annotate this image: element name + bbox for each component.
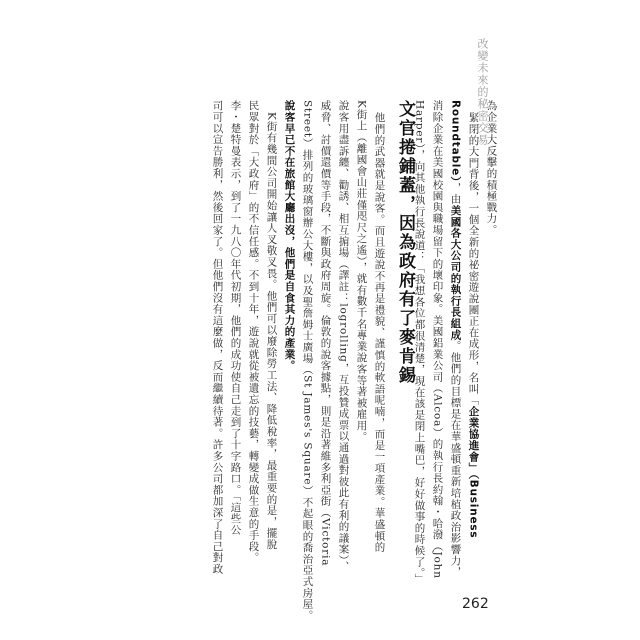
text-column: 威脅、討價還價等手段，不斷與政府周旋。倫敦的說客據點，則是沿著維多利亞街（Victoria <box>319 100 332 567</box>
text-column: 為企業大反擊的積極戰力。 <box>485 100 498 236</box>
text-column <box>284 100 295 371</box>
bold-term: Roundtable） <box>449 100 462 183</box>
page-number: 262 <box>462 596 489 612</box>
text-column: 說客用盡訴纏、勸誘、相互掮場（譯註：logrolling，互投贊成票以通過對彼此有利的議案）、 <box>337 100 350 573</box>
text-column: 司可以宣告勝利，然後回家了。但他們沒有這麼做，反而繼續待著。許多公司都加深了自己對政 <box>211 100 224 575</box>
bold-term: 企業協進會」（Business <box>467 405 480 539</box>
bold-term: 美國各大公司的執行長組成 <box>449 204 462 341</box>
text-column: 消除企業在美國校園與職場留下的壞印象。美國鋁業公司（Alcoa）的執行長約翰・哈潑（John <box>431 100 444 579</box>
text-column: Street）排列的玻璃窗辦公大樓，以及聖詹姆士廣場（St James's Square）不起眼的喬治亞式房屋。 <box>301 100 314 621</box>
text-column: 他們的武器就是說客。而且遊說不再是禮貌、謹慎的軟語呢喃，而是一項產業。華盛頓的 <box>373 112 386 553</box>
text-column: Roundtable），由美國各大公司的執行長組成。他們的目標是在華盛頓重新培植政治影響力， <box>449 100 462 578</box>
running-head: 改變未來的秘密交易 <box>476 38 489 146</box>
text-column: 李・楚特曼表示，到了一九八〇年代初期，他們的成功使自己走到了十字路口。「這些公 <box>229 100 242 536</box>
section-heading: 文官捲鋪蓋，因為政府有了麥肯錫 <box>395 100 415 385</box>
body-text <box>130 100 500 621</box>
text-column: 民眾對於「大政府」的不信任感。不到十年，遊說就從被遺忘的技藝，轉變成做生意的手段。 <box>247 100 260 564</box>
text-column: K街有幾間公司開始讓人叉敬叉畏。他們可以廢除勞工法、降低稅率，最重要的是，擺脫 <box>265 112 278 551</box>
text-column: K街上（離國會山莊僅咫尺之遙），就有數千名專業說客等著被雇用。 <box>355 100 368 443</box>
text-column: Harper），向其他執行長說道：「我想各位都很清楚，現在該是閉上嘴巴，好好做事的時候了。」 <box>413 100 426 585</box>
text-column: 緊閉的大門背後，一個全新的祕密遊說團正在成形，名叫「企業協進會」（Business <box>467 112 480 539</box>
bold-term: 說客早已不在旅館大廳出沒，他們是自食其力的產業。 <box>283 100 296 372</box>
